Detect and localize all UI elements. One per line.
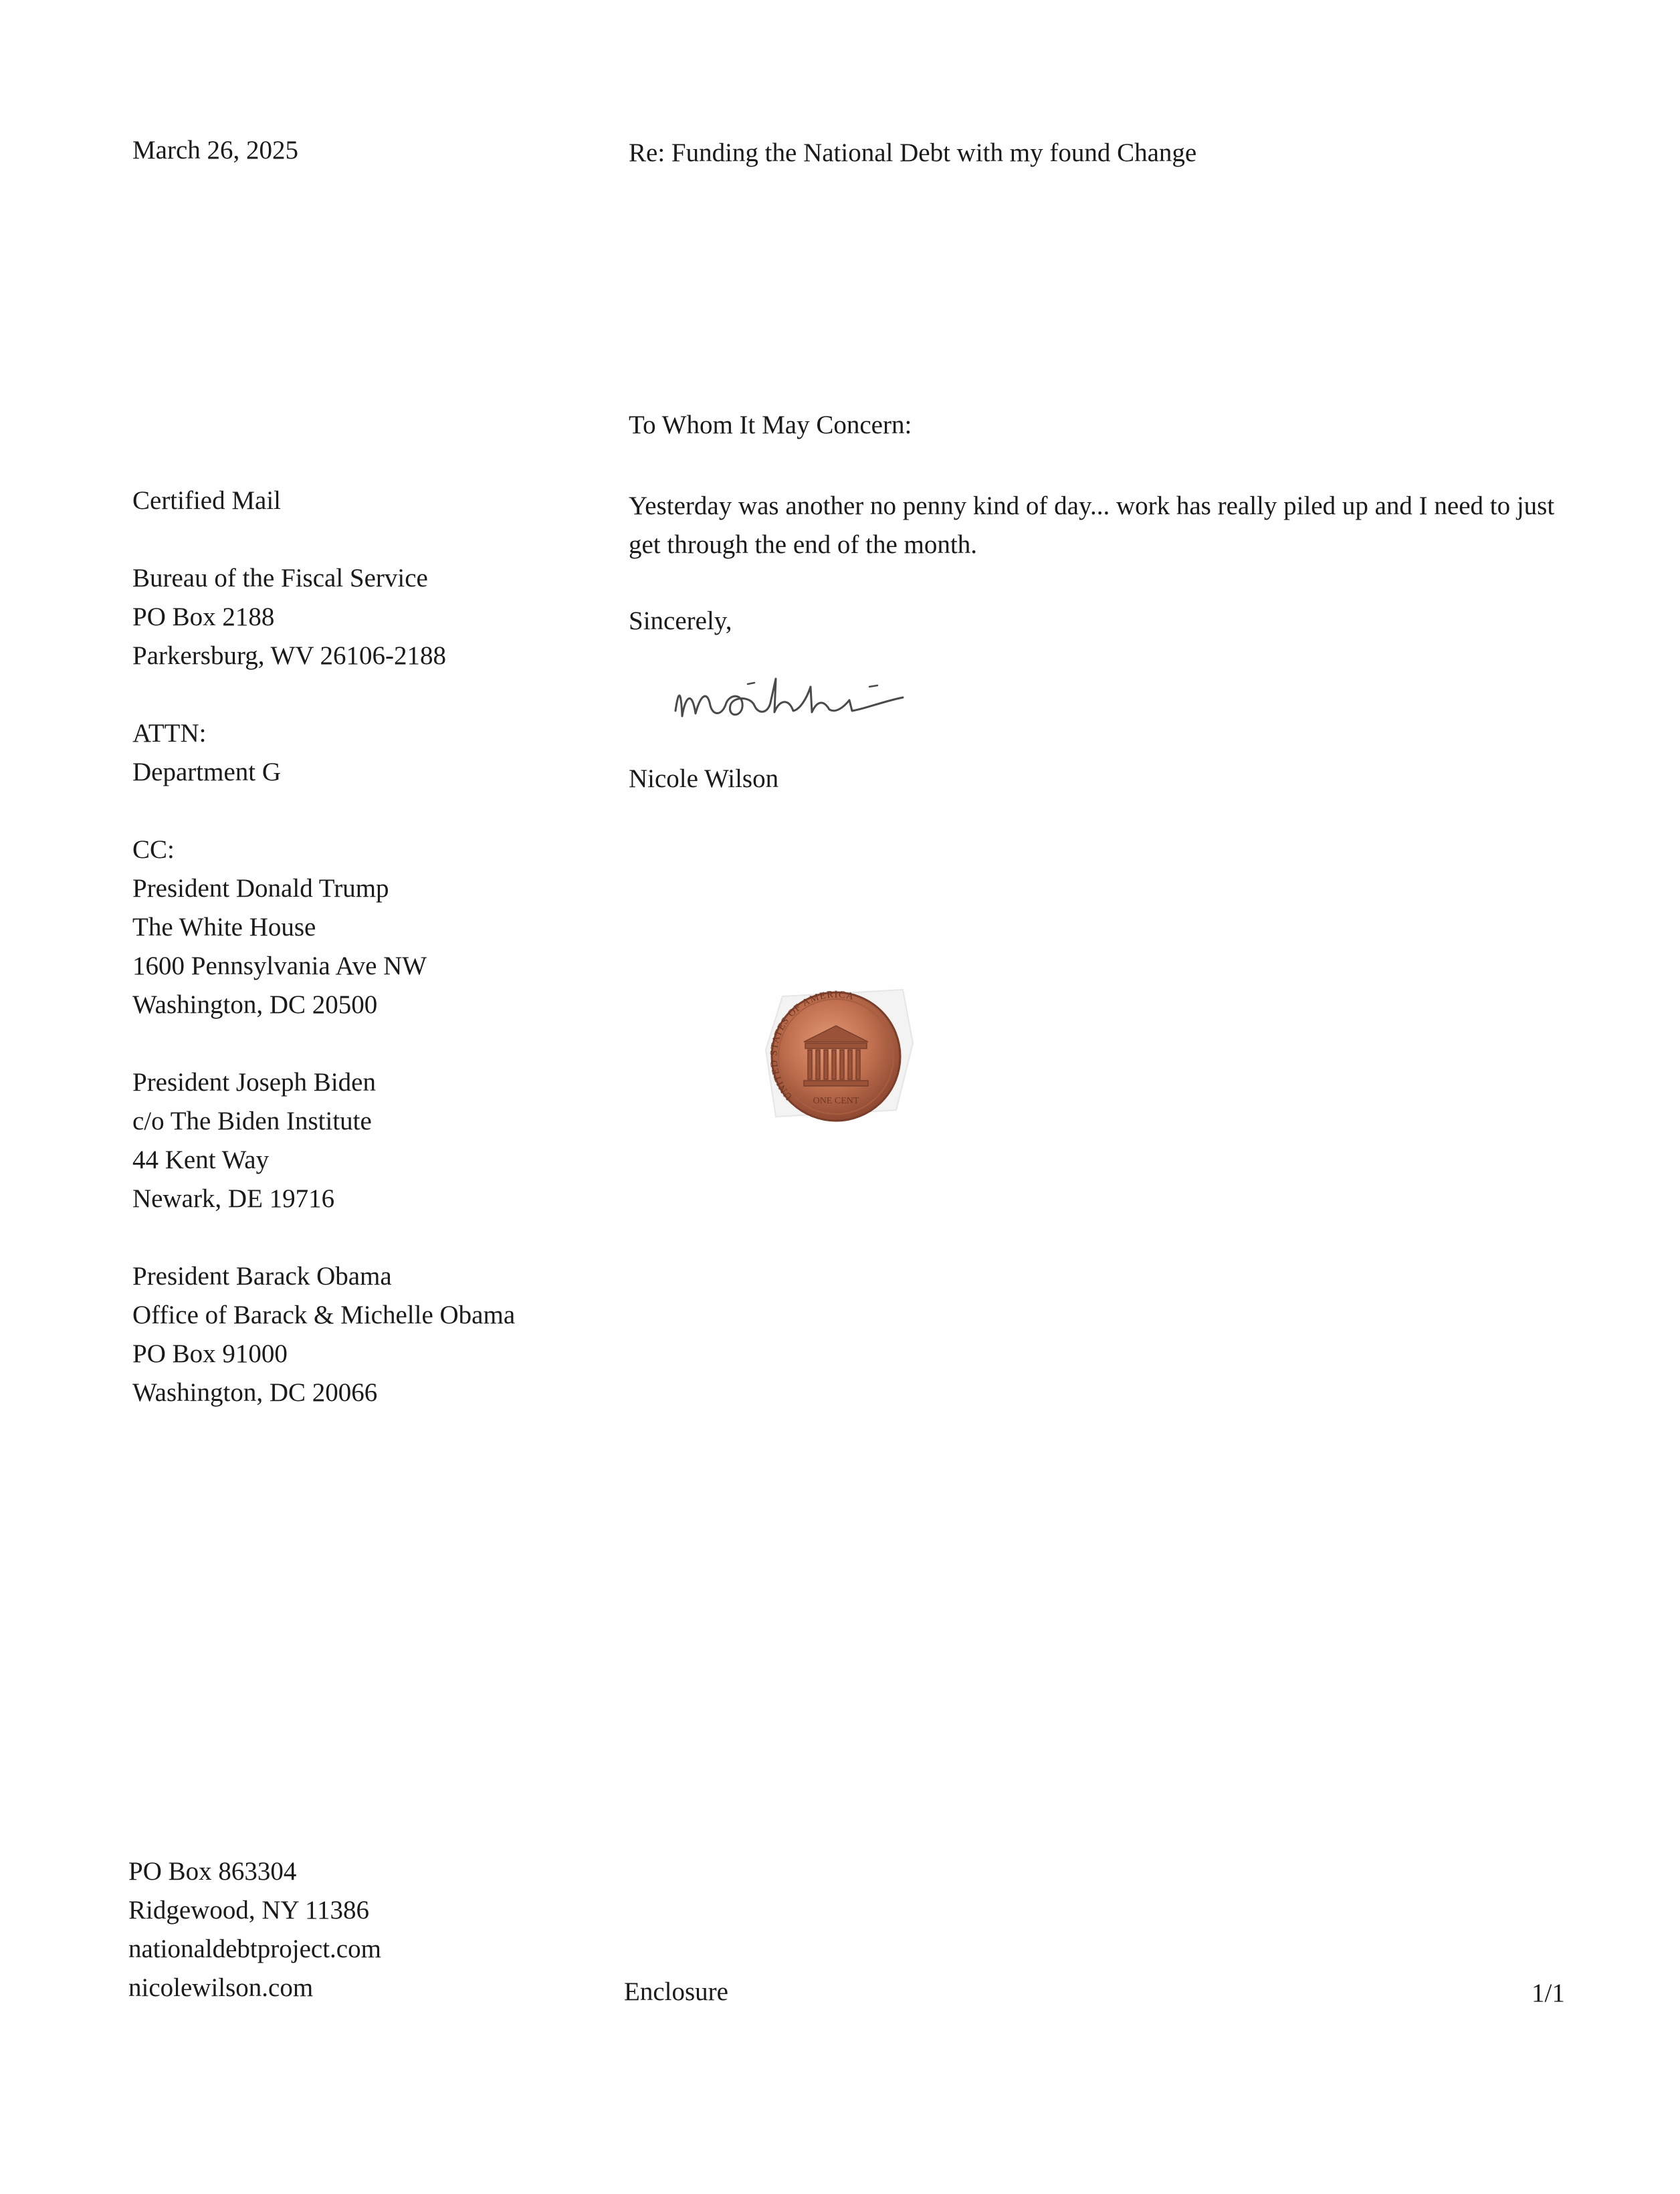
address-column (132, 481, 601, 1412)
address-line: c/o The Biden Institute (132, 1107, 372, 1135)
letter-date: March 26, 2025 (132, 136, 299, 164)
cc-address-obama (132, 1257, 601, 1412)
sender-address-footer (128, 1852, 381, 2007)
address-line: Newark, DE 19716 (132, 1184, 335, 1213)
address-line: The White House (132, 913, 316, 942)
address-line: 44 Kent Way (132, 1145, 270, 1174)
address-line: Washington, DC 20066 (132, 1378, 378, 1407)
cc-label: CC: (132, 835, 175, 864)
address-line: President Joseph Biden (132, 1068, 376, 1097)
address-line: Parkersburg, WV 26106-2188 (132, 641, 447, 670)
closing: Sincerely, (629, 607, 732, 635)
address-line: PO Box 91000 (132, 1339, 288, 1368)
attn-value: Department G (132, 758, 282, 786)
address-line: President Barack Obama (132, 1262, 392, 1291)
mail-type: Certified Mail (132, 486, 282, 515)
handwritten-signature (669, 652, 1003, 732)
cc-address-trump (132, 869, 601, 1024)
page-number: 1/1 (1532, 1979, 1565, 2007)
salutation: To Whom It May Concern: (629, 411, 912, 439)
signer-name: Nicole Wilson (629, 764, 779, 793)
attn-block (132, 714, 601, 792)
footer-line: Ridgewood, NY 11386 (128, 1896, 370, 1925)
cc-address-biden (132, 1063, 601, 1218)
footer-line: PO Box 863304 (128, 1857, 297, 1886)
address-line: Bureau of the Fiscal Service (132, 564, 428, 592)
coin-lettering-top: UNITED STATES OF AMERICA (768, 989, 855, 1102)
coin-lettering-center: ONE CENT (813, 1096, 859, 1106)
address-line: Washington, DC 20500 (132, 990, 378, 1019)
address-line: President Donald Trump (132, 874, 389, 903)
letter-body: Yesterday was another no penny kind of day... work has really piled up and I need to just get through the end of the month. (629, 491, 1555, 559)
penny-coin-icon (736, 970, 936, 1143)
letter-subject: Re: Funding the National Debt with my found Change (629, 138, 1197, 167)
footer-website: nationaldebtproject.com (128, 1935, 381, 1963)
recipient-address (132, 559, 601, 675)
footer-website: nicolewilson.com (128, 1973, 314, 2002)
address-line: Office of Barack & Michelle Obama (132, 1301, 516, 1329)
attn-label: ATTN: (132, 719, 207, 748)
address-line: 1600 Pennsylvania Ave NW (132, 952, 427, 980)
enclosure-note: Enclosure (624, 1977, 728, 2006)
address-line: PO Box 2188 (132, 602, 275, 631)
cc-block (132, 831, 601, 1412)
